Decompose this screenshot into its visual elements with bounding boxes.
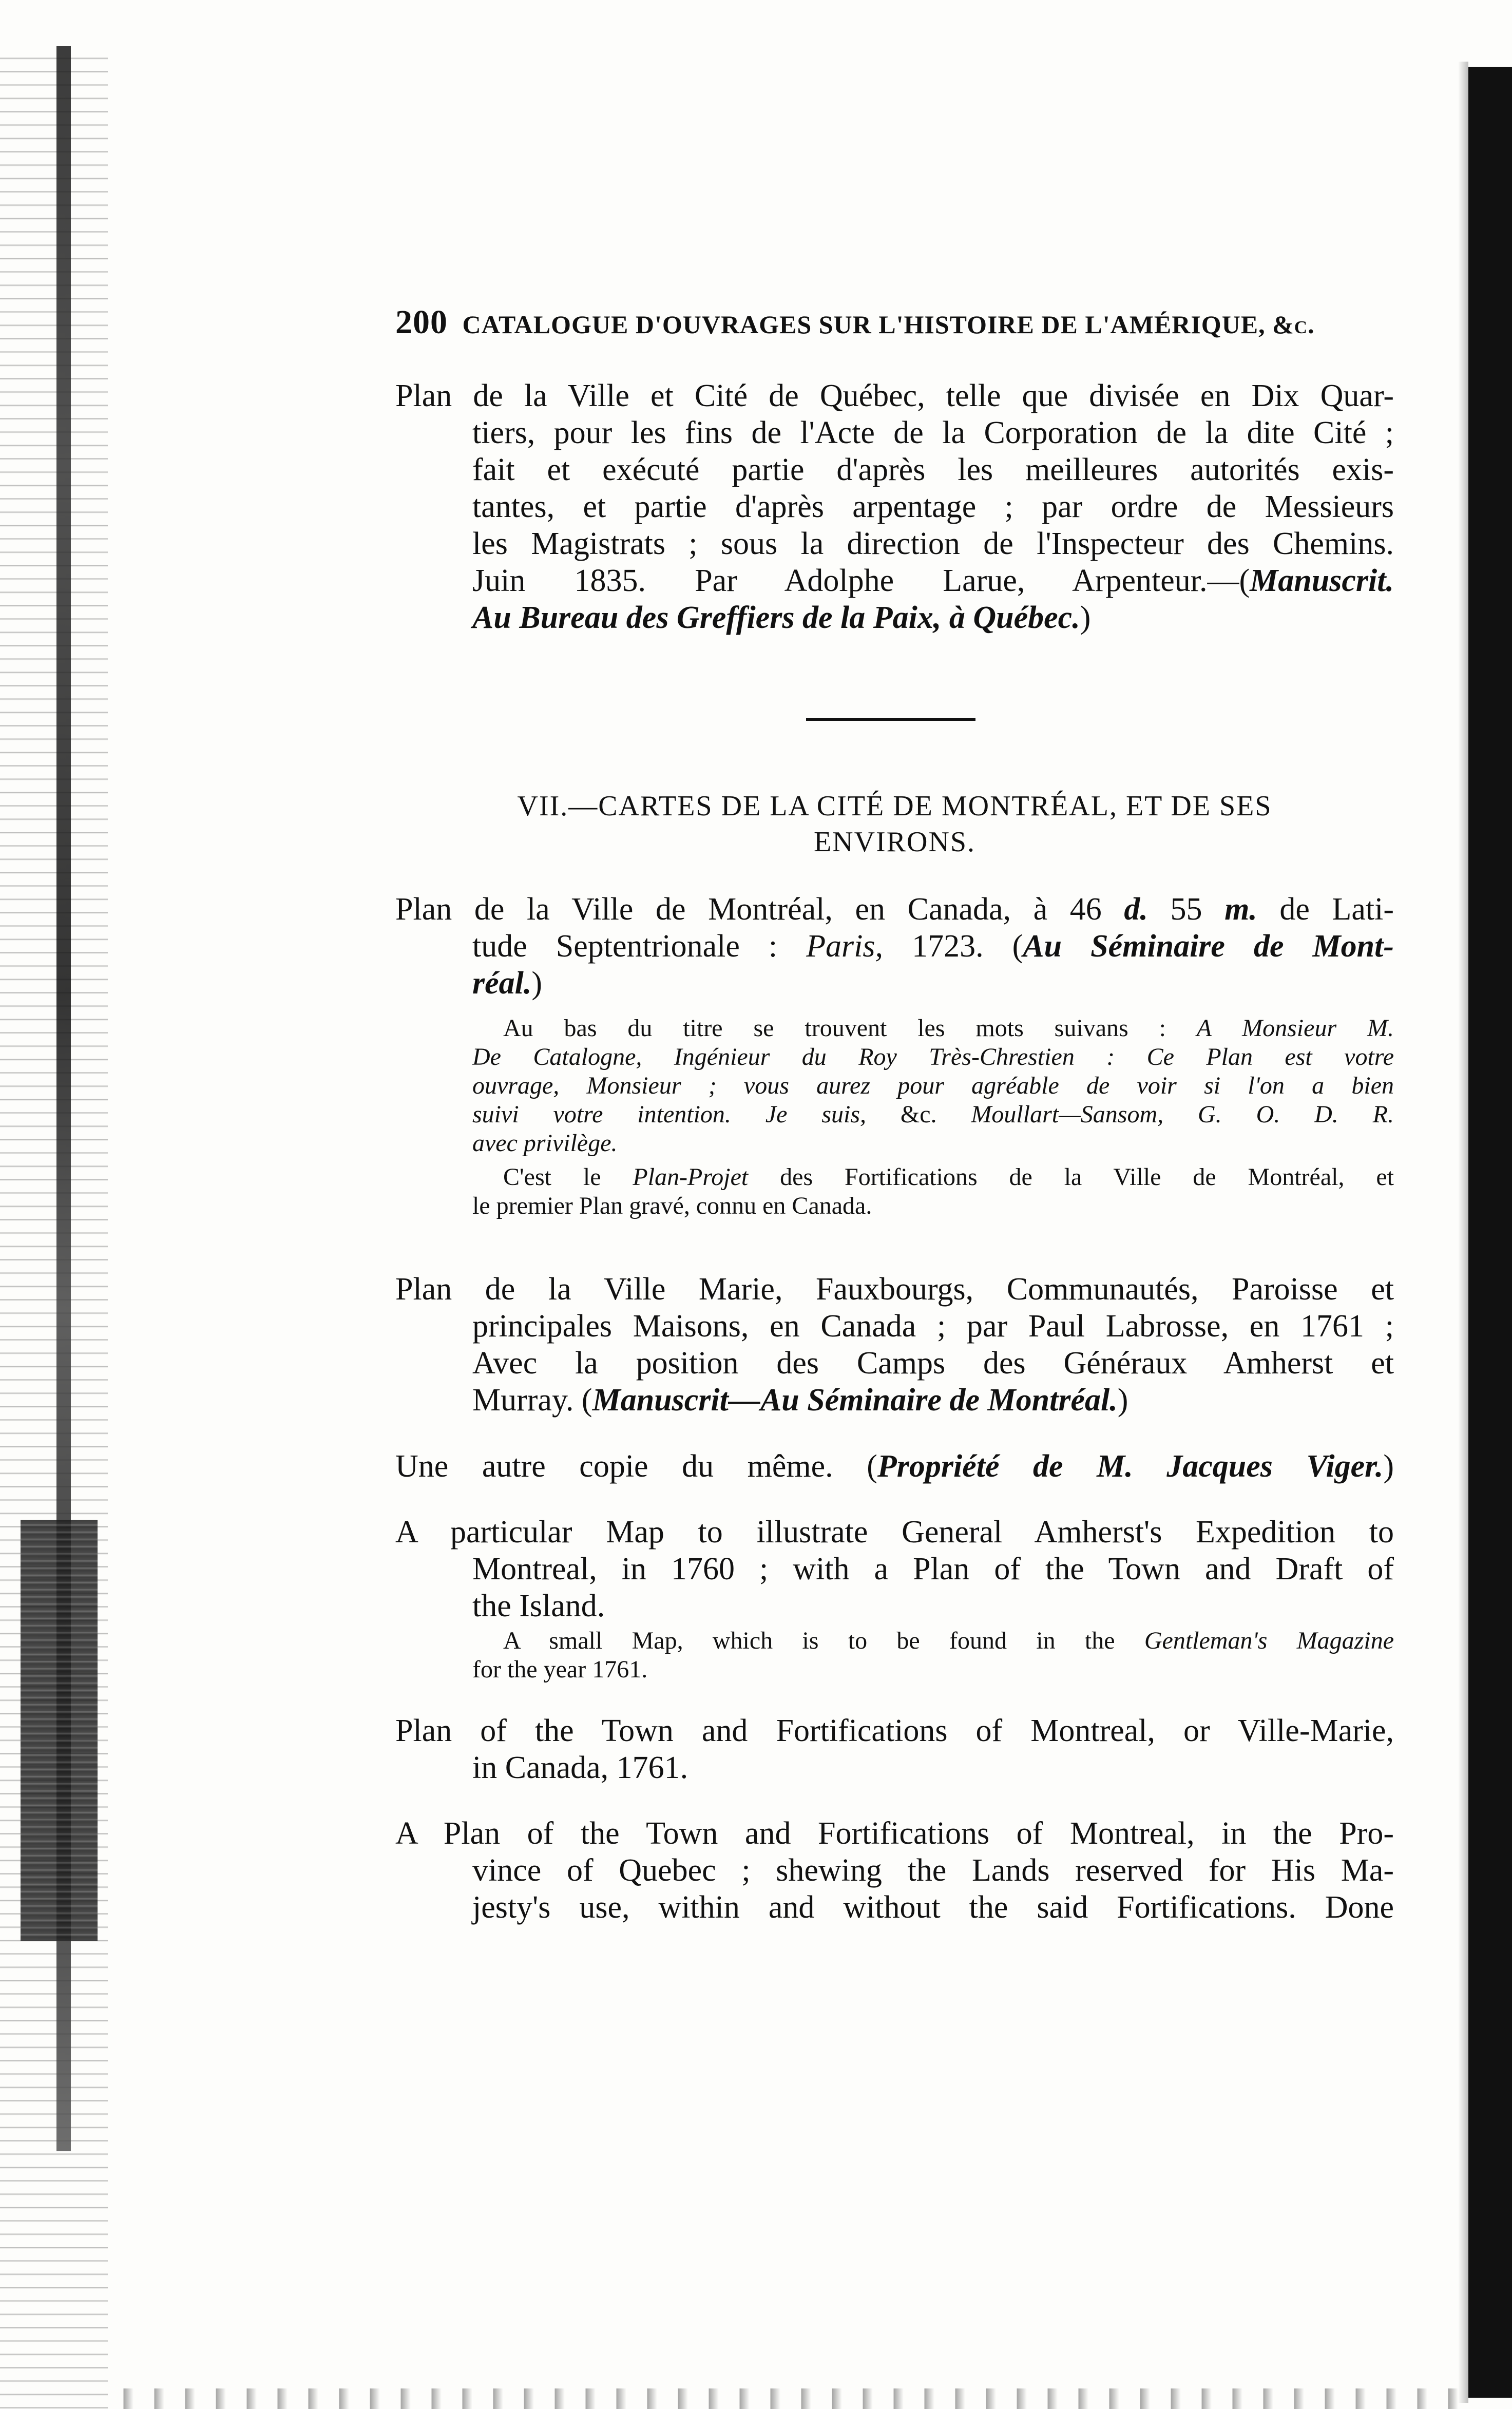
note-line bbox=[472, 1100, 1394, 1129]
binding-shadow-right bbox=[1458, 62, 1468, 2403]
note-line bbox=[472, 1043, 1394, 1072]
entry-line: fait et exécuté partie d'après les meilleures autorités exis- bbox=[472, 452, 1394, 487]
entry-text: 55 bbox=[1147, 892, 1225, 927]
note-text: &c. bbox=[900, 1101, 937, 1128]
entry-italic-text: Manuscrit. bbox=[1250, 563, 1394, 598]
entry-text: ) bbox=[1117, 1383, 1128, 1418]
note-italic-text: avec privilège. bbox=[472, 1130, 618, 1157]
note-italic-text: Moullart—Sansom, G. O. D. R. bbox=[936, 1101, 1394, 1128]
entry-note bbox=[472, 1014, 1394, 1158]
entry-text: ) bbox=[1080, 600, 1091, 635]
entry-line: Plan de la Ville Marie, Fauxbourgs, Communautés, Paroisse et bbox=[395, 1272, 1394, 1307]
entry-line: tantes, et partie d'après arpentage ; par ordre de Messieurs bbox=[472, 489, 1394, 524]
entry-italic-text: réal. bbox=[472, 966, 532, 1001]
note-text: C'est le bbox=[503, 1163, 633, 1191]
entry-text: Plan de la Ville de Montréal, en Canada, à 46 bbox=[395, 892, 1124, 927]
entry-italic-text: d. bbox=[1124, 892, 1148, 927]
entry-line: Plan of the Town and Fortifications of Montreal, or Ville-Marie, bbox=[395, 1713, 1394, 1748]
entry-line: jesty's use, within and without the said Fortifications. Done bbox=[472, 1890, 1394, 1925]
binding-shadow-left bbox=[0, 46, 108, 2409]
entry-line: Plan de la Ville et Cité de Québec, telle que divisée en Dix Quar- bbox=[395, 378, 1394, 413]
entry-line: principales Maisons, en Canada ; par Paul Labrosse, en 1761 ; bbox=[472, 1309, 1394, 1344]
entry-line: Avec la position des Camps des Généraux Amherst et bbox=[472, 1346, 1394, 1381]
page-number: 200 bbox=[395, 303, 448, 341]
entry-note bbox=[472, 1627, 1394, 1684]
entry-line: A Plan of the Town and Fortifications of Montreal, in the Pro- bbox=[395, 1816, 1394, 1851]
entry-italic-text: Manuscrit—Au Séminaire de Montréal. bbox=[592, 1383, 1118, 1418]
binding-edge-right bbox=[1468, 67, 1512, 2398]
running-title: CATALOGUE D'OUVRAGES SUR L'HISTOIRE DE L'AMÉRIQUE, &c. bbox=[462, 310, 1315, 339]
entry-text: de Lati- bbox=[1257, 892, 1394, 927]
note-line bbox=[472, 1627, 1394, 1655]
entry-line bbox=[395, 1382, 1394, 1419]
entry-line: the Island. bbox=[472, 1589, 605, 1623]
catalogue-entry-montreal-1723 bbox=[395, 891, 1394, 1002]
entry-line bbox=[395, 562, 1394, 599]
binding-damage-left bbox=[21, 1520, 98, 1941]
note-line: le premier Plan gravé, connu en Canada. bbox=[472, 1192, 872, 1219]
note-italic-text: Gentleman's Magazine bbox=[1144, 1627, 1394, 1654]
entry-line: les Magistrats ; sous la direction de l'Inspecteur des Chemins. bbox=[472, 526, 1394, 561]
entry-line: A particular Map to illustrate General Amherst's Expedition to bbox=[395, 1515, 1394, 1550]
entry-line: vince of Quebec ; shewing the Lands reserved for His Ma- bbox=[472, 1853, 1394, 1888]
note-line bbox=[472, 1014, 1394, 1043]
catalogue-entry-ville-marie bbox=[395, 1271, 1394, 1419]
catalogue-entry-montreal-1761 bbox=[395, 1712, 1394, 1786]
catalogue-entry-copy bbox=[395, 1448, 1394, 1485]
entry-text: 1723. ( bbox=[883, 929, 1023, 964]
entry-line bbox=[395, 928, 1394, 965]
entry-line bbox=[395, 599, 1394, 636]
entry-text: Murray. ( bbox=[472, 1383, 592, 1418]
section-heading bbox=[395, 788, 1394, 860]
note-line bbox=[472, 1163, 1394, 1192]
note-italic-text: suivi votre intention. Je suis, bbox=[472, 1101, 901, 1128]
entry-italic-text: Propriété de M. Jacques Viger. bbox=[877, 1449, 1384, 1484]
catalogue-entry-province-quebec bbox=[395, 1815, 1394, 1926]
catalogue-entry-amherst-map bbox=[395, 1514, 1394, 1624]
entry-text: tude Septentrionale : bbox=[472, 929, 807, 964]
note-text: A small Map, which is to be found in the bbox=[503, 1627, 1144, 1654]
catalogue-entry-quebec-plan bbox=[395, 377, 1394, 636]
entry-line: Montreal, in 1760 ; with a Plan of the Town and Draft of bbox=[472, 1552, 1394, 1586]
note-italic-text: A Monsieur M. bbox=[1196, 1015, 1394, 1042]
entry-italic-text: Au Bureau des Greffiers de la Paix, à Québec. bbox=[472, 600, 1080, 635]
entry-text: Une autre copie du même. ( bbox=[395, 1449, 877, 1484]
entry-italic-text: Paris, bbox=[806, 929, 884, 964]
entry-line bbox=[395, 1448, 1394, 1485]
entry-note bbox=[472, 1163, 1394, 1220]
note-line: for the year 1761. bbox=[472, 1656, 648, 1683]
section-heading-line: ENVIRONS. bbox=[813, 826, 976, 858]
entry-line bbox=[395, 891, 1394, 928]
note-text: Au bas du titre se trouvent les mots suivans : bbox=[503, 1015, 1197, 1042]
entry-line: in Canada, 1761. bbox=[472, 1750, 688, 1785]
entry-text: Juin 1835. Par Adolphe Larue, Arpenteur.—( bbox=[472, 563, 1250, 598]
entry-line: tiers, pour les fins de l'Acte de la Corporation de la dite Cité ; bbox=[472, 415, 1394, 450]
note-italic-text: Plan-Projet bbox=[633, 1163, 749, 1191]
entry-italic-text: m. bbox=[1224, 892, 1257, 927]
running-header bbox=[395, 303, 1422, 342]
note-line bbox=[472, 1072, 1394, 1100]
note-italic-text: ouvrage, Monsieur ; vous aurez pour agréable de voir si l'on a bien bbox=[472, 1072, 1394, 1099]
entry-line bbox=[395, 965, 1394, 1002]
entry-italic-text: Au Séminaire de Mont- bbox=[1023, 929, 1394, 964]
section-divider bbox=[806, 718, 975, 721]
note-text: des Fortifications de la Ville de Montréal, et bbox=[748, 1163, 1394, 1191]
entry-text: ) bbox=[1383, 1449, 1394, 1484]
page-bottom-edge bbox=[103, 2388, 1468, 2409]
note-line bbox=[472, 1129, 1394, 1158]
note-italic-text: De Catalogne, Ingénieur du Roy Très-Chrestien : Ce Plan est votre bbox=[472, 1043, 1394, 1070]
entry-text: ) bbox=[531, 966, 543, 1001]
section-heading-line: VII.—CARTES DE LA CITÉ DE MONTRÉAL, ET DE SES bbox=[517, 790, 1272, 822]
